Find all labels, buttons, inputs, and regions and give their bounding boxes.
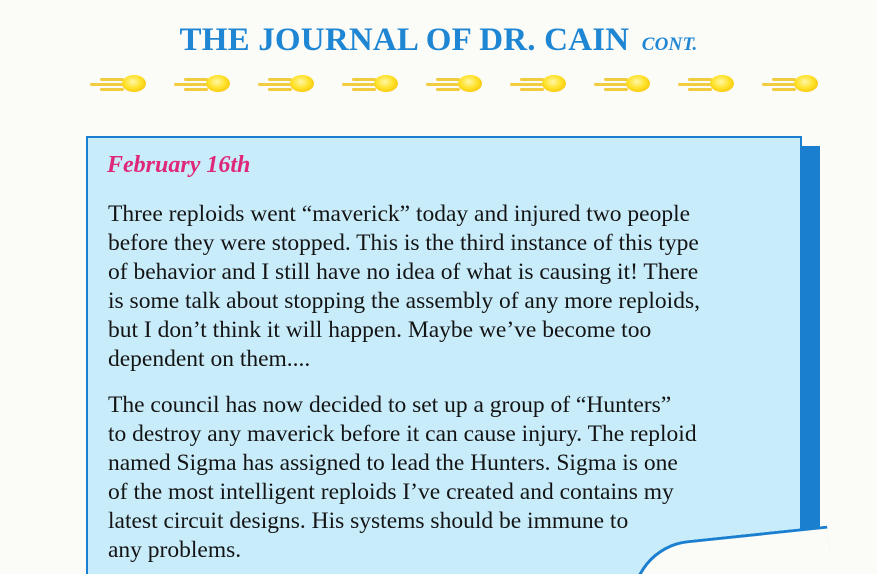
shooting-star-icon xyxy=(172,73,232,95)
paragraph-line: Three reploids went “maverick” today and injured two people xyxy=(108,201,691,227)
paragraph-line: but I don’t think it will happen. Maybe we’ve become too xyxy=(108,317,652,343)
entry-paragraph-1 xyxy=(108,200,798,374)
shooting-star-icon xyxy=(676,73,736,95)
entry-date: February 16th xyxy=(107,152,251,178)
shooting-star-icon xyxy=(88,73,148,95)
paragraph-line: of behavior and I still have no idea of what is causing it! There xyxy=(108,259,699,285)
paragraph-line: is some talk about stopping the assembly of any more reploids, xyxy=(108,288,700,314)
title-text: THE JOURNAL OF DR. CAIN xyxy=(179,22,630,58)
entry-paragraph-2 xyxy=(108,391,798,565)
paragraph-line: of the most intelligent reploids I’ve created and contains my xyxy=(108,479,674,505)
shooting-star-icon xyxy=(592,73,652,95)
shooting-star-icon xyxy=(760,73,820,95)
shooting-star-icon xyxy=(256,73,316,95)
shooting-star-icon xyxy=(340,73,400,95)
paragraph-line: latest circuit designs. His systems should be immune to xyxy=(108,508,629,534)
paragraph-line: The council has now decided to set up a group of “Hunters” xyxy=(108,392,672,418)
shooting-star-icon xyxy=(424,73,484,95)
shooting-star-icon xyxy=(508,73,568,95)
paragraph-line: before they were stopped. This is the third instance of this type xyxy=(108,230,699,256)
paragraph-line: named Sigma has assigned to lead the Hunters. Sigma is one xyxy=(108,450,678,476)
page-title xyxy=(0,22,877,59)
paragraph-line: to destroy any maverick before it can cause injury. The reploid xyxy=(108,421,697,447)
paragraph-line: dependent on them.... xyxy=(108,346,311,372)
title-continued-label: CONT. xyxy=(641,34,698,55)
paragraph-line: any problems. xyxy=(108,537,242,563)
